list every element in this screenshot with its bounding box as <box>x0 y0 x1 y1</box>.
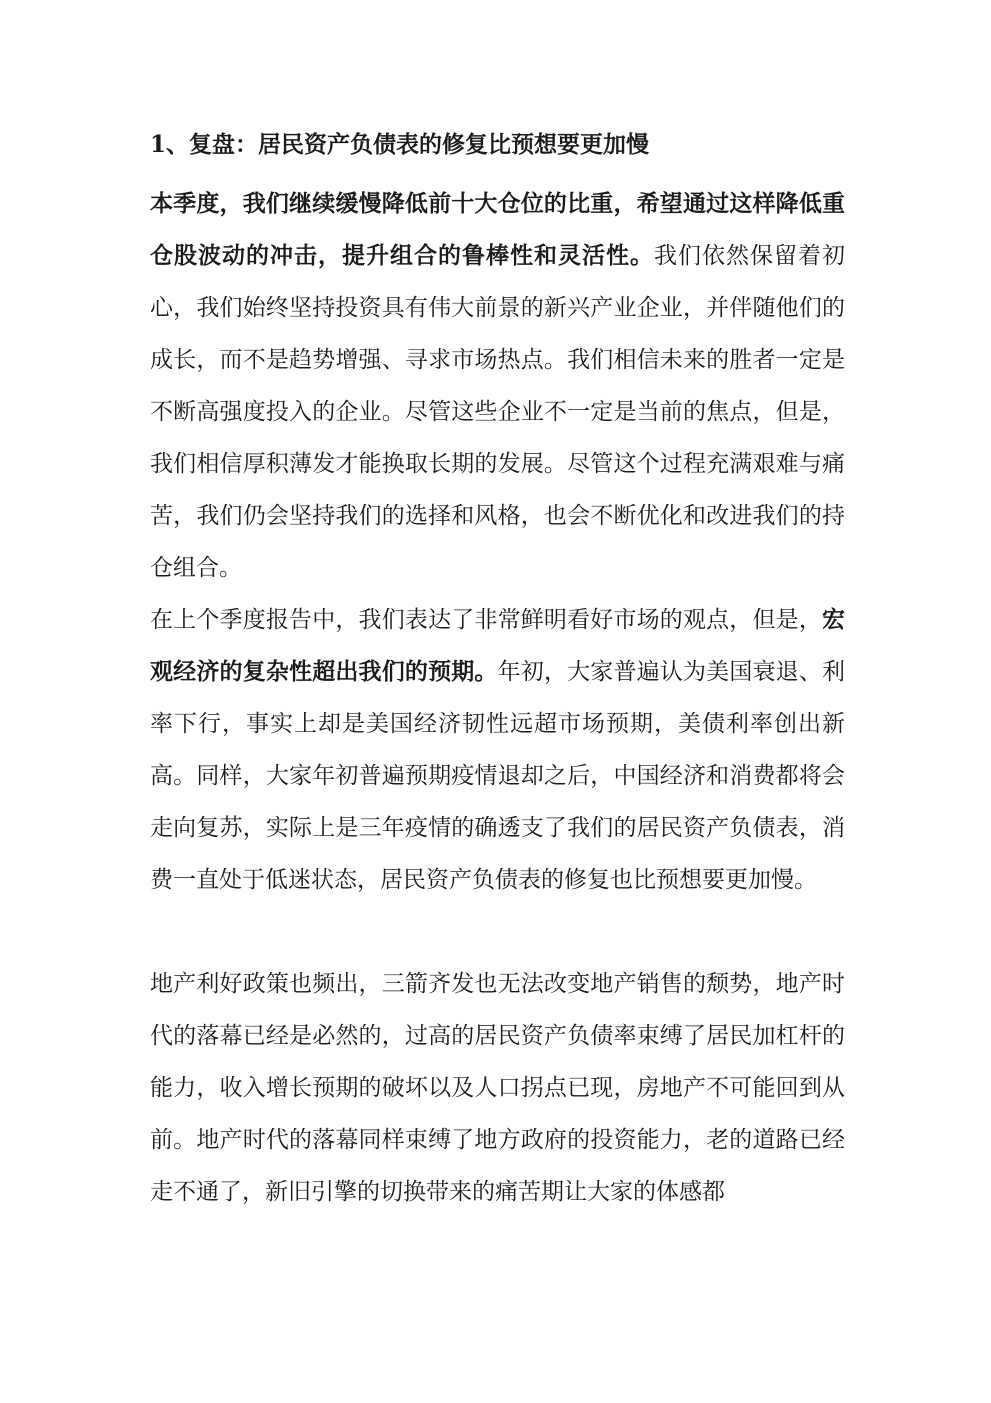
paragraph-spacer <box>150 906 845 958</box>
document-body <box>150 128 845 1218</box>
paragraph-3-text: 地产利好政策也频出，三箭齐发也无法改变地产销售的颓势，地产时代的落幕已经是必然的，过高的居民资产负债率束缚了居民加杠杆的能力，收入增长预期的破坏以及人口拐点已现，房地产不可能回到从前。地产时代的落幕同样束缚了地方政府的投资能力，老的道路已经走不通了，新旧引擎的切换带来的痛苦期让大家的体感都 <box>150 971 845 1205</box>
section-heading: 1、复盘：居民资产负债表的修复比预想要更加慢 <box>150 131 650 158</box>
paragraph-1-bold: 本季度，我们继续缓慢降低前十大仓位的比重，希望通过这样降低重仓股波动的冲击，提升组合的鲁棒性和灵活性。 <box>150 190 845 269</box>
paragraph-3 <box>150 958 845 1218</box>
paragraph-2-bold: 宏观经济的复杂性超出我们的预期。 <box>150 606 845 685</box>
paragraph-1 <box>150 178 845 594</box>
paragraph-2 <box>150 594 845 906</box>
paragraph-1-text: 我们依然保留着初心，我们始终坚持投资具有伟大前景的新兴产业企业，并伴随他们的成长，而不是趋势增强、寻求市场热点。我们相信未来的胜者一定是不断高强度投入的企业。尽管这些企业不一定是当前的焦点，但是，我们相信厚积薄发才能换取长期的发展。尽管这个过程充满艰难与痛苦，我们仍会坚持我们的选择和风格，也会不断优化和改进我们的持仓组合。 <box>150 243 845 581</box>
paragraph-2-text: 年初，大家普遍认为美国衰退、利率下行，事实上却是美国经济韧性远超市场预期，美债利率创出新高。同样，大家年初普遍预期疫情退却之后，中国经济和消费都将会走向复苏，实际上是三年疫情的确透支了我们的居民资产负债表，消费一直处于低迷状态，居民资产负债表的修复也比预想要更加慢。 <box>150 659 846 893</box>
paragraph-2-lead: 在上个季度报告中，我们表达了非常鲜明看好市场的观点，但是， <box>150 607 822 633</box>
